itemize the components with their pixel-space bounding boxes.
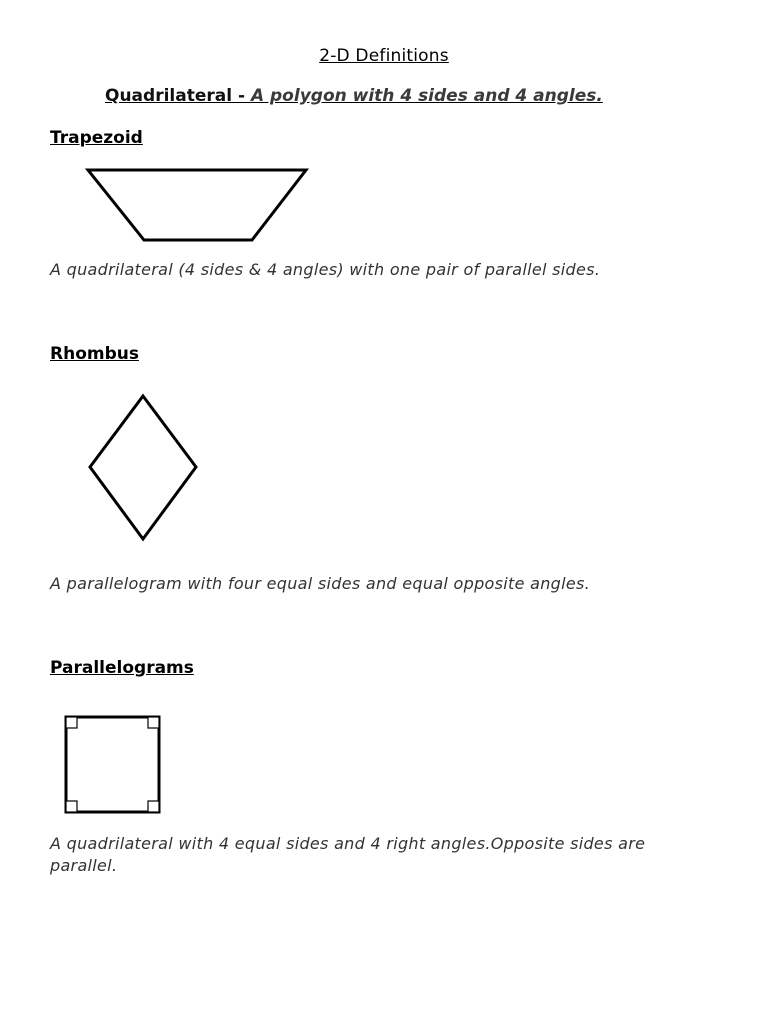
quadrilateral-definition-text: A polygon with 4 sides and 4 angles. [250,86,603,106]
right-angle-marker-top-right [148,717,159,728]
quadrilateral-term: Quadrilateral - [105,86,251,106]
right-angle-marker-top-left [66,717,77,728]
square-shape [66,717,159,812]
page-title: 2-D Definitions [319,46,449,66]
right-angle-marker-bottom-right [148,801,159,812]
trapezoid-description: A quadrilateral (4 sides & 4 angles) with one pair of parallel sides. [50,260,601,279]
trapezoid-figure [80,162,320,252]
rhombus-heading: Rhombus [50,344,139,364]
parallelograms-heading: Parallelograms [50,658,194,678]
trapezoid-heading: Trapezoid [50,128,143,148]
trapezoid-shape [88,170,306,240]
rhombus-description: A parallelogram with four equal sides and equal opposite angles. [50,574,591,593]
right-angle-marker-bottom-left [66,801,77,812]
square-figure [60,712,166,818]
parallelograms-description: A quadrilateral with 4 equal sides and 4 right angles.Opposite sides are parallel. [50,834,646,875]
rhombus-shape [90,396,196,539]
quadrilateral-definition [105,86,603,106]
rhombus-figure [80,388,210,548]
